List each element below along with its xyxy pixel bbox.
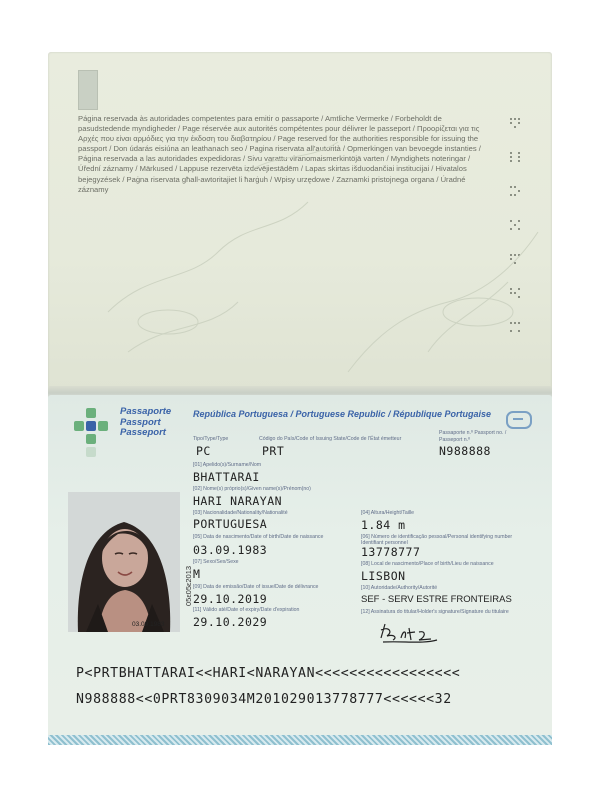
issuing-republic: República Portuguesa / Portuguese Republic / République Portugaise: [193, 409, 492, 419]
photo-date: 03.09.1983: [132, 621, 165, 628]
date-of-expiry-label: [11] Válido até/Date of expiry/Date d'expiration: [193, 607, 300, 613]
title-pt: Passaporte: [120, 406, 172, 417]
holder-signature: [375, 620, 445, 646]
portugal-shield-icon: [74, 408, 108, 458]
document-title: [120, 407, 171, 439]
date-of-expiry-value: 29.10.2029: [193, 615, 268, 629]
passport-number-value: N988888: [439, 444, 491, 458]
page-security-border: [48, 735, 552, 745]
date-of-birth-value: 03.09.1983: [193, 543, 268, 557]
portrait-image: [68, 492, 180, 632]
title-fr: Passeport: [120, 427, 166, 438]
mrz-line-1: P<PRTBHATTARAI<<HARI<NARAYAN<<<<<<<<<<<<<<<<<: [76, 666, 461, 681]
sex-value: M: [193, 567, 201, 581]
holder-photo: [68, 492, 180, 632]
type-label: Tipo/Type/Type: [193, 436, 229, 442]
place-of-birth-value: LISBON: [361, 569, 406, 583]
sex-label: [07] Sexo/Sex/Sexe: [193, 559, 239, 565]
nationality-value: PORTUGUESA: [193, 517, 268, 531]
height-value: 1.84 m: [361, 518, 406, 532]
signature-label: [12] Assinatura do titular/Holder's signature/Signature du titulaire: [361, 609, 509, 615]
surname-label: [01] Apelido(s)/Surname/Nom: [193, 462, 262, 468]
authority-label: [10] Autoridade/Authority/Autorité: [361, 585, 438, 591]
surname-value: BHATTARAI: [193, 470, 260, 484]
country-code-value: PRT: [262, 444, 285, 458]
vertical-date: 05ε05ε2013: [184, 565, 193, 606]
personal-number-value: 13778777: [361, 545, 421, 559]
passport-number-label: Passaporte n.º Passport no. / Passeport n.º: [439, 430, 507, 443]
country-code-label: Código do País/Code of Issuing State/Code de l'État émetteur: [259, 436, 402, 442]
biometric-chip-icon: [506, 411, 532, 429]
place-of-birth-label: [08] Local de nascimento/Place of birth/Lieu de naissance: [361, 561, 494, 567]
date-of-issue-value: 29.10.2019: [193, 592, 268, 606]
date-of-birth-label: [05] Data de nascimento/Date of birth/Date de naissance: [193, 534, 324, 540]
floral-background-pattern: [48, 52, 552, 390]
nationality-label: [03] Nacionalidade/Nationality/Nationalité: [193, 510, 288, 516]
height-label: [04] Altura/Height/Taille: [361, 510, 415, 516]
authorities-reserved-text: Página reservada às autoridades competentes para emitir o passaporte / Amtliche Vermerke / Forbeholdt de pasudstedende myndigheder / Page réservée aux autorités compétentes pour délivrer le passeport / Προορίζεται για τις Αρχές που είναι αρμόδιες για την έκδοση του διαβατηρίου / Page reserved for the authorities responsible for issuing the passport / Don údarás eisiúna an leathanach seo / Pagina riservata all'autorità / Opmerkingen van bevoegde instanties / Página reservada a las autoridades expedidoras / Sivu varattu viranomaismerkintöjä varten / Myndighets noteringar / Úřední záznamy / Märkused / Lappuse rezervēta izdevējiestādēm / Lapas skirtas išduodančiai institucijai / Hivatalos bejegyzések / Paġna riservata għall-awtoritajiet li ħarġuh / Wpisy urzędowe / Zaznamki pristojnega organa / Úradné záznamy: [78, 114, 481, 194]
given-names-label: [02] Nome(s) próprio(s)/Given name(s)/Prénom(no): [193, 486, 311, 492]
date-of-issue-label: [09] Data de emissão/Date of issue/Date de délivrance: [193, 584, 319, 590]
type-value: PC: [196, 444, 211, 458]
title-en: Passport: [120, 416, 161, 428]
given-names-value: HARI NARAYAN: [193, 494, 283, 508]
mrz-line-2: N988888<<0PRT8309034M201029013778777<<<<<<32: [76, 692, 452, 707]
authority-value: SEF - SERV ESTRE FRONTEIRAS: [361, 594, 512, 605]
personal-number-label: [06] Número de identificação pessoal/Personal identifying number Identifiant personnel: [361, 534, 513, 546]
